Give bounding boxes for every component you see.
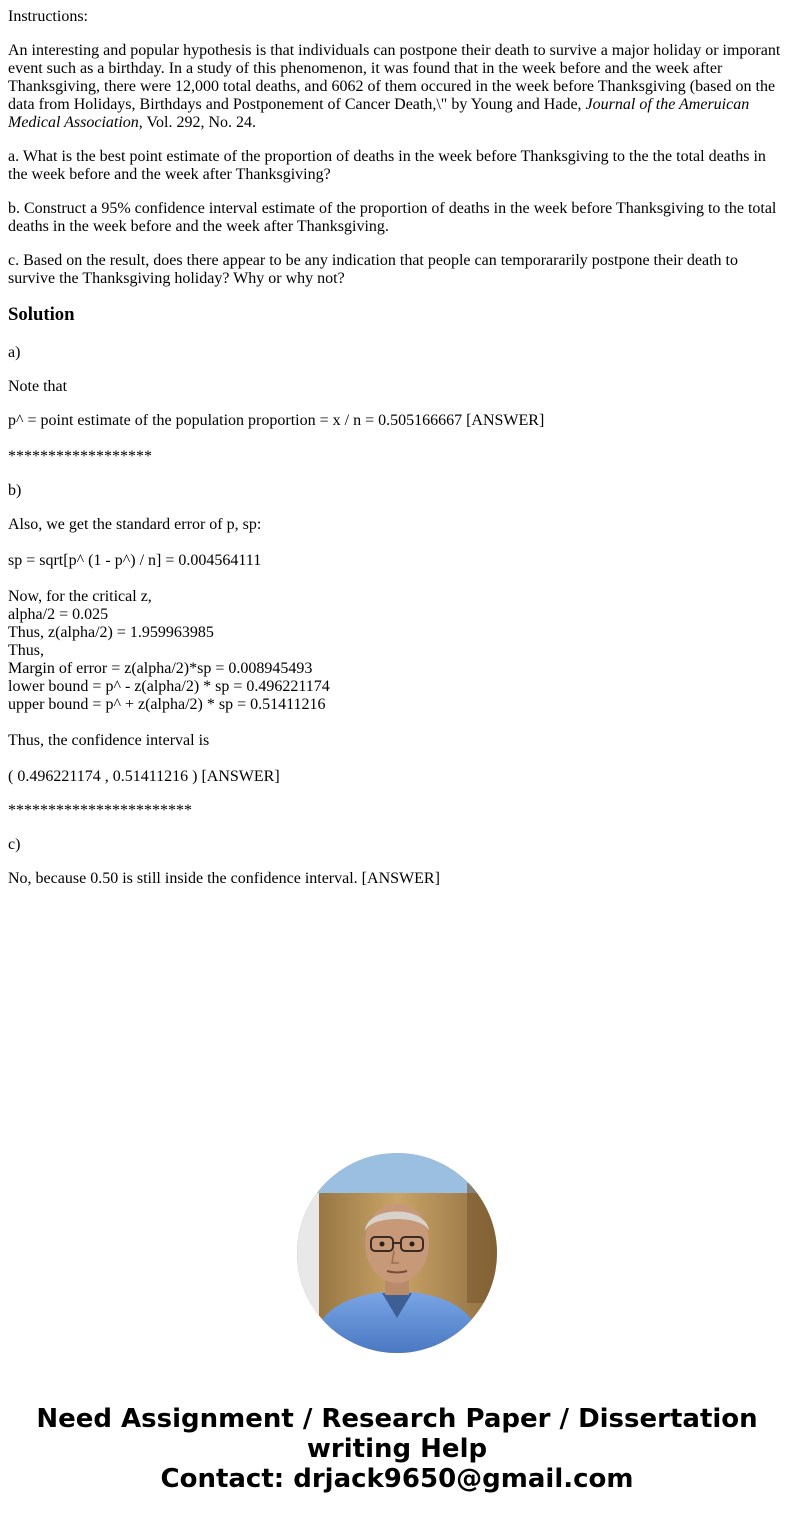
citation-end: , Vol. 292, No. 24. [138,114,256,131]
calc-line: Margin of error = z(alpha/2)*sp = 0.008945493 [8,660,313,677]
document-body [8,8,786,904]
calc-line: upper bound = p^ + z(alpha/2) * sp = 0.51411216 [8,696,326,713]
author-portrait-icon [297,1153,497,1353]
note-that: Note that [8,378,68,395]
author-avatar [297,1153,497,1353]
footer-line-2: writing Help [306,1434,488,1464]
calc-line: Thus, z(alpha/2) = 1.959963985 [8,624,214,641]
ci-intro: Thus, the confidence interval is [8,732,210,749]
calc-line: lower bound = p^ - z(alpha/2) * sp = 0.496221174 [8,678,330,695]
footer-advertisement [0,1404,794,1494]
calc-line: alpha/2 = 0.025 [8,606,109,623]
ci-result: ( 0.496221174 , 0.51411216 ) [ANSWER] [8,768,280,785]
solution-b-label: b) [8,482,22,499]
point-estimate: p^ = point estimate of the population proportion = x / n = 0.505166667 [ANSWER] [8,412,545,429]
solution-heading: Solution [8,304,75,325]
se-formula: sp = sqrt[p^ (1 - p^) / n] = 0.004564111 [8,552,262,569]
calculation-block [8,588,786,714]
journal-name: Journal of the Ameruican Medical Association [8,96,750,131]
instructions-label: Instructions: [8,8,88,25]
footer-contact: Contact: drjack9650@gmail.com [160,1464,634,1494]
solution-c-label: c) [8,836,21,853]
question-part-b: b. Construct a 95% confidence interval estimate of the proportion of deaths in the week before Thanksgiving to the total deaths in the week before and the week after Thanksgiving. [8,200,777,235]
solution-c-answer: No, because 0.50 is still inside the confidence interval. [ANSWER] [8,870,440,887]
separator-1: ****************** [8,448,152,465]
se-intro: Also, we get the standard error of p, sp: [8,516,262,533]
solution-a-label: a) [8,344,21,361]
calc-line: Thus, [8,642,44,659]
question-part-a: a. What is the best point estimate of the proportion of deaths in the week before Thanksgiving to the the total deaths in the week before and the week after Thanksgiving? [8,148,766,183]
separator-2: *********************** [8,802,192,819]
calc-line: Now, for the critical z, [8,588,152,605]
footer-line-1: Need Assignment / Research Paper / Dissertation [36,1404,758,1434]
question-part-c: c. Based on the result, does there appear to be any indication that people can temporararily postpone their death to survive the Thanksgiving holiday? Why or why not? [8,252,738,287]
question-intro [8,42,786,132]
question-intro-text: An interesting and popular hypothesis is that individuals can postpone their death to survive a major holiday or imporant event such as a birthday. In a study of this phenomenon, it was found that in the week before and the week after Thanksgiving, there were 12,000 total deaths, and 6062 of them occured in the week before Thanksgiving (based on the data from Holidays, Birthdays and Postponement of Cancer Death,\" by Young and Hade, [8,42,781,113]
